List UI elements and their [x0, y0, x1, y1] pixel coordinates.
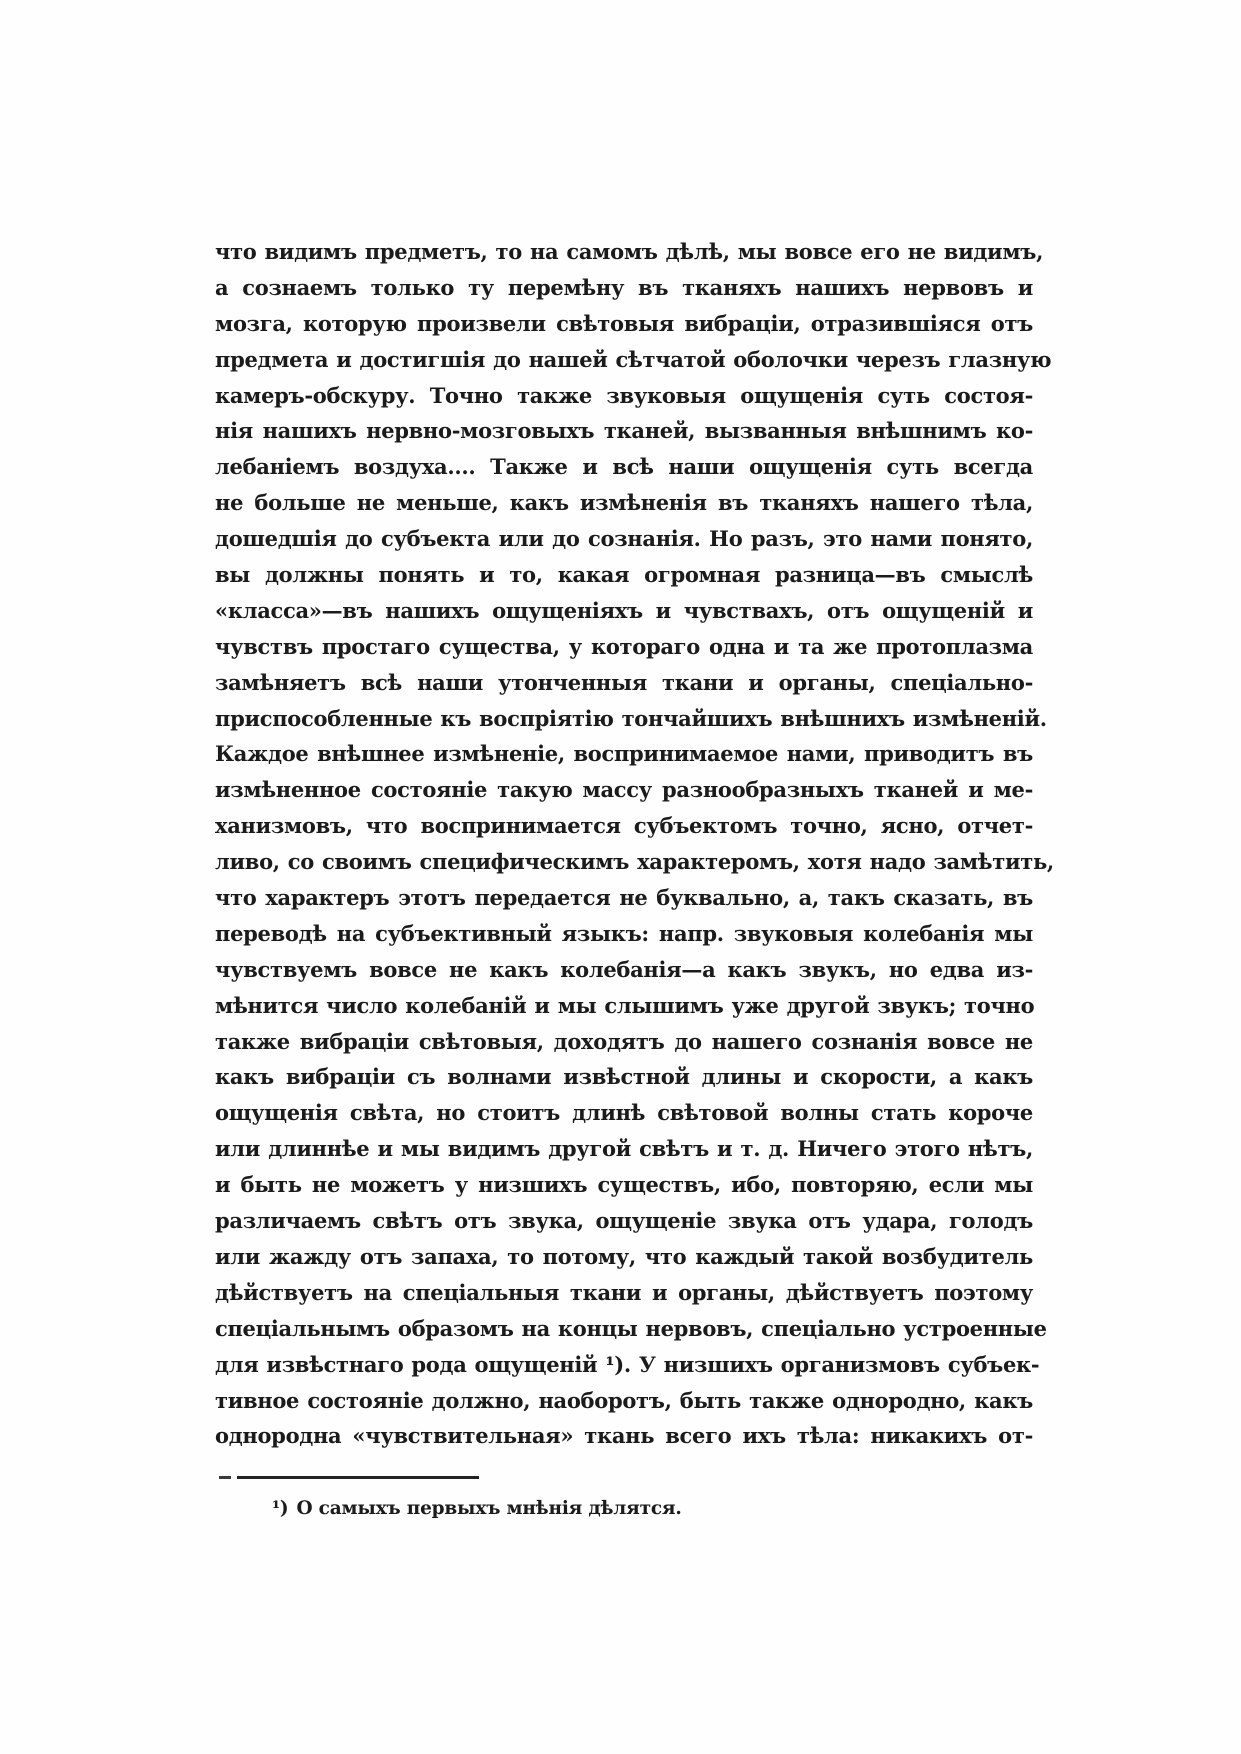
text-line: также вибраціи свѣтовыя, доходятъ до нашего сознанія вовсе не: [215, 1028, 1033, 1054]
text-line: Каждое внѣшнее измѣненіе, воспринимаемое нами, приводитъ въ: [215, 741, 1033, 767]
text-line: дошедшія до субъекта или до сознанія. Но разъ, это нами понято,: [215, 526, 1033, 552]
text-line: камеръ-обскуру. Точно также звуковыя ощущенія суть состоя-: [215, 382, 1033, 408]
text-line: не больше не меньше, какъ измѣненія въ тканяхъ нашего тѣла,: [215, 490, 1033, 516]
text-line: для извѣстнаго рода ощущеній ¹). У низшихъ организмовъ субъек-: [215, 1351, 1040, 1377]
footnote: [272, 1498, 872, 1519]
text-line: ханизмовъ, что воспринимается субъектомъ точно, ясно, отчет-: [215, 813, 1033, 839]
text-line: какъ вибраціи съ волнами извѣстной длины и скорости, а какъ: [215, 1064, 1033, 1090]
text-line: вы должны понять и то, какая огромная разница—въ смыслѣ: [215, 562, 1033, 588]
text-line: замѣняетъ всѣ наши утонченныя ткани и органы, спеціально-: [215, 669, 1033, 695]
text-line: однородна «чувствительная» ткань всего ихъ тѣла: никакихъ от-: [215, 1423, 1033, 1449]
text-line: измѣненное состояніе такую массу разнообразныхъ тканей и ме-: [215, 777, 1033, 803]
footnote-marker: ¹): [272, 1498, 289, 1519]
text-line: тивное состояніе должно, наоборотъ, быть также однородно, какъ: [215, 1387, 1033, 1413]
text-line: приспособленные къ воспріятію тончайшихъ внѣшнихъ измѣненій.: [215, 705, 1047, 731]
text-line: что характеръ этотъ передается не буквально, а, такъ сказать, въ: [215, 885, 1033, 911]
text-line: ливо, со своимъ специфическимъ характеромъ, хотя надо замѣтить,: [215, 849, 1054, 875]
footnote-text: О самыхъ первыхъ мнѣнія дѣлятся.: [296, 1498, 682, 1519]
text-line: предмета и достигшія до нашей сѣтчатой оболочки черезъ глазную: [215, 346, 1052, 372]
text-line: что видимъ предметъ, то на самомъ дѣлѣ, мы вовсе его не видимъ,: [215, 239, 1044, 264]
text-line: а сознаемъ только ту перемѣну въ тканяхъ нашихъ нервовъ и: [215, 274, 1033, 300]
text-line: чувствуемъ вовсе не какъ колебанія—а какъ звукъ, но едва из-: [215, 956, 1033, 982]
text-line: и быть не можетъ у низшихъ существъ, ибо, повторяю, если мы: [215, 1172, 1033, 1198]
text-line: дѣйствуетъ на спеціальныя ткани и органы, дѣйствуетъ поэтому: [215, 1279, 1033, 1305]
footnote-separator: [237, 1476, 479, 1479]
body-text: [215, 234, 1054, 1454]
text-line: различаемъ свѣтъ отъ звука, ощущеніе звука отъ удара, голодъ: [215, 1208, 1033, 1234]
text-line: ощущенія свѣта, но стоитъ длинѣ свѣтовой волны стать короче: [215, 1100, 1033, 1126]
text-line: мѣнится число колебаній и мы слышимъ уже другой звукъ; точно: [215, 992, 1035, 1018]
text-line: мозга, которую произвели свѣтовыя вибраціи, отразившіяся отъ: [215, 310, 1033, 336]
text-line: нія нашихъ нервно-мозговыхъ тканей, вызванныя внѣшнимъ ко-: [215, 418, 1033, 444]
text-line: переводѣ на субъективный языкъ: напр. звуковыя колебанія мы: [215, 920, 1033, 946]
text-line: чувствъ простаго существа, у котораго одна и та же протоплазма: [215, 633, 1033, 659]
text-line: «класса»—въ нашихъ ощущеніяхъ и чувствахъ, отъ ощущеній и: [215, 597, 1033, 623]
text-line: или длиннѣе и мы видимъ другой свѣтъ и т. д. Ничего этого нѣтъ,: [215, 1136, 1033, 1162]
text-line: лебаніемъ воздуха.... Также и всѣ наши ощущенія суть всегда: [215, 454, 1033, 480]
text-line: спеціальнымъ образомъ на концы нервовъ, спеціально устроенные: [215, 1315, 1047, 1341]
text-line: или жажду отъ запаха, то потому, что каждый такой возбудитель: [215, 1243, 1033, 1269]
